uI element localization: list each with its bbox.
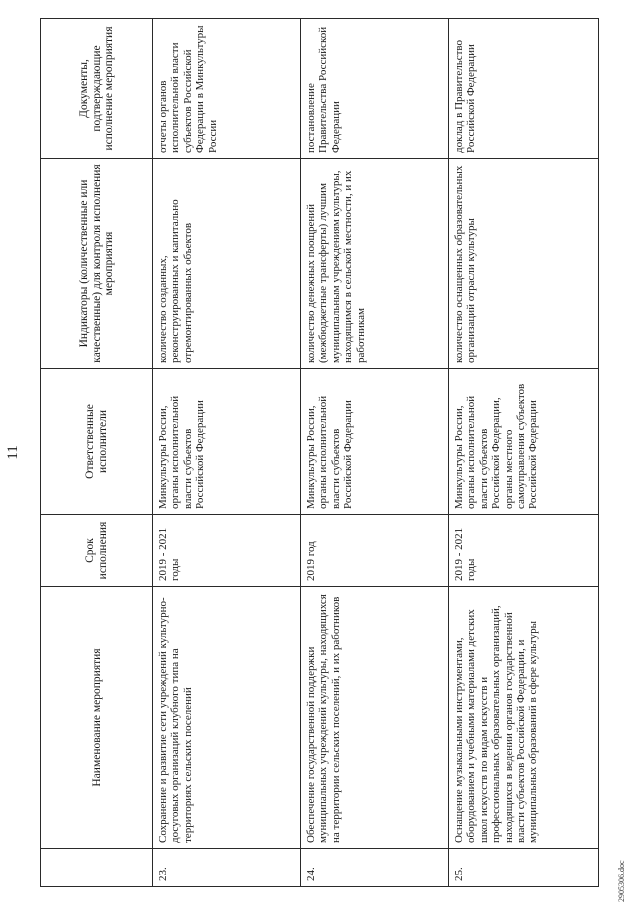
row-number: 24. bbox=[301, 849, 449, 887]
row-name: Сохранение и развитие сети учреждений культурно-досуговых организаций клубного типа на территориях сельских поселений bbox=[153, 587, 301, 849]
row-executors: Минкультуры России, органы исполнительной власти субъектов Российской Федерации, органы местного самоуправления субъектов Российской Федерации bbox=[449, 369, 599, 515]
measures-table bbox=[40, 18, 599, 887]
row-indicators: количество оснащенных образовательных организаций отрасли культуры bbox=[449, 159, 599, 369]
row-executors: Минкультуры России, органы исполнительной власти субъектов Российской Федерации bbox=[153, 369, 301, 515]
header-executors: Ответственные исполнители bbox=[41, 369, 153, 515]
header-term: Срок исполнения bbox=[41, 515, 153, 587]
header-number bbox=[41, 849, 153, 887]
table-row bbox=[301, 19, 449, 887]
row-name: Оснащение музыкальными инструментами, оборудованием и учебными материалами детских школ искусств по видам искусств и профессиональных образовательных организаций, находящихся в ведении органов государственной власти субъектов Российской Федерации, и муниципальных образований в сфере культуры bbox=[449, 587, 599, 849]
row-number: 25. bbox=[449, 849, 599, 887]
row-term: 2019 - 2021 годы bbox=[153, 515, 301, 587]
page-number: 11 bbox=[5, 445, 21, 460]
header-name: Наименование мероприятия bbox=[41, 587, 153, 849]
row-name: Обеспечение государственной поддержки муниципальных учреждений культуры, находящихся на территории сельских поселений, и их работников bbox=[301, 587, 449, 849]
row-number: 23. bbox=[153, 849, 301, 887]
row-documents: отчеты органов исполнительной власти субъектов Российской Федерации в Минкультуры России bbox=[153, 19, 301, 159]
table-row bbox=[449, 19, 599, 887]
table-header-row bbox=[41, 19, 153, 887]
row-executors: Минкультуры России, органы исполнительной власти субъектов Российской Федерации bbox=[301, 369, 449, 515]
header-indicators: Индикаторы (количественные или качественные) для контроля исполнения мероприятия bbox=[41, 159, 153, 369]
row-term: 2019 - 2021 годы bbox=[449, 515, 599, 587]
row-term: 2019 год bbox=[301, 515, 449, 587]
row-indicators: количество денежных поощрений (межбюджетные трансферты) лучшим муниципальным учреждениям культуры, находящимся в сельской местности, и их работникам bbox=[301, 159, 449, 369]
row-indicators: количество созданных, реконструированных и капитально отремонтированных объектов bbox=[153, 159, 301, 369]
row-documents: постановление Правительства Российской Федерации bbox=[301, 19, 449, 159]
table-row bbox=[153, 19, 301, 887]
footer-file-name: 2905306.doc bbox=[617, 860, 626, 902]
header-documents: Документы, подтверждающие исполнение мероприятия bbox=[41, 19, 153, 159]
row-documents: доклад в Правительство Российской Федерации bbox=[449, 19, 599, 159]
